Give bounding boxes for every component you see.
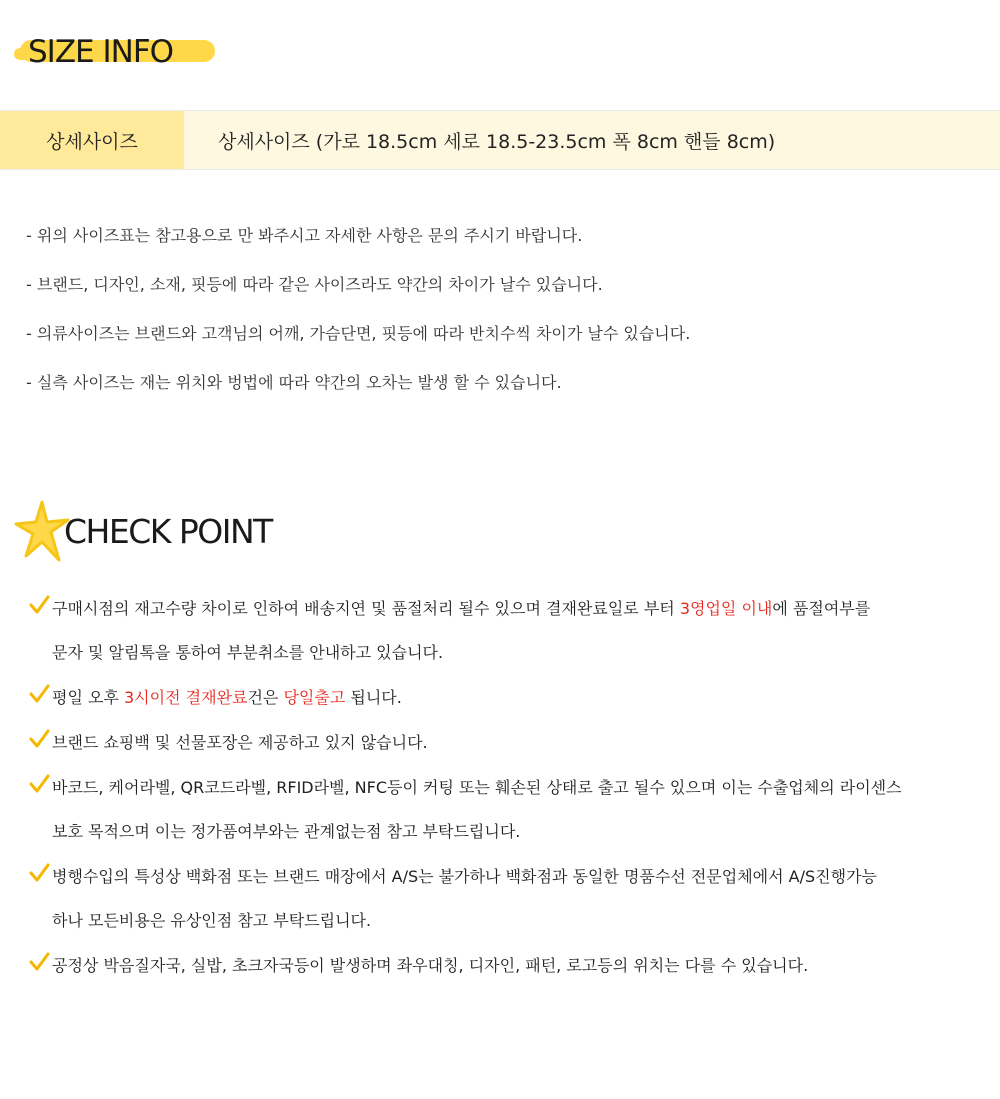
check-icon xyxy=(28,773,50,795)
check-point-heading xyxy=(14,498,314,568)
size-info-title: SIZE INFO xyxy=(28,34,174,70)
check-point-text: 됩니다. xyxy=(345,688,402,707)
check-point-item xyxy=(28,728,988,758)
size-table-value: 상세사이즈 (가로 18.5cm 세로 18.5-23.5cm 폭 8cm 핸들 8cm) xyxy=(218,130,776,153)
check-point-text: 평일 오후 xyxy=(52,688,124,707)
size-info-heading xyxy=(14,32,214,74)
check-point-title: CHECK POINT xyxy=(64,512,272,551)
check-icon xyxy=(28,728,50,750)
check-point-line xyxy=(52,594,988,624)
check-point-line: 문자 및 알림톡을 통하여 부분취소를 안내하고 있습니다. xyxy=(52,643,444,662)
size-notes xyxy=(26,228,966,424)
highlight-text: 당일출고 xyxy=(283,688,346,707)
note-item: - 위의 사이즈표는 참고용으로 만 봐주시고 자세한 사항은 문의 주시기 바랍니다. xyxy=(26,226,583,245)
highlight-text: 3시이전 결재완료 xyxy=(124,688,248,707)
check-point-list xyxy=(28,594,988,996)
check-point-item xyxy=(28,773,988,847)
size-table-row xyxy=(0,110,1000,170)
check-point-line: 하나 모든비용은 유상인점 참고 부탁드립니다. xyxy=(52,911,372,930)
check-point-line xyxy=(52,683,988,713)
check-point-text: 에 품절여부를 xyxy=(772,599,871,618)
check-point-item xyxy=(28,951,988,981)
check-point-line: 보호 목적으며 이는 정가품여부와는 관계없는점 참고 부탁드립니다. xyxy=(52,822,521,841)
note-item: - 실측 사이즈는 재는 위치와 벙법에 따라 약간의 오차는 발생 할 수 있습니다. xyxy=(26,373,562,392)
check-icon xyxy=(28,683,50,705)
check-point-item xyxy=(28,683,988,713)
size-table-label: 상세사이즈 xyxy=(0,111,184,169)
check-point-text: 건은 xyxy=(247,688,284,707)
check-icon xyxy=(28,951,50,973)
check-point-item xyxy=(28,862,988,936)
check-point-line: 브랜드 쇼핑백 및 선물포장은 제공하고 있지 않습니다. xyxy=(52,733,428,752)
check-point-line: 바코드, 케어라벨, QR코드라벨, RFID라벨, NFC등이 커팅 또는 훼손된 상태로 출고 될수 있으며 이는 수출업체의 라이센스 xyxy=(52,778,902,797)
check-point-line: 공정상 박음질자국, 실밥, 초크자국등이 발생하며 좌우대칭, 디자인, 패턴, 로고등의 위치는 다를 수 있습니다. xyxy=(52,956,809,975)
highlight-text: 3영업일 이내 xyxy=(679,599,773,618)
check-point-item xyxy=(28,594,988,668)
check-icon xyxy=(28,862,50,884)
check-point-text: 구매시점의 재고수량 차이로 인하여 배송지연 및 품절처리 될수 있으며 결재완료일로 부터 xyxy=(52,599,680,618)
note-item: - 의류사이즈는 브랜드와 고객님의 어깨, 가슴단면, 핏등에 따라 반치수씩 차이가 날수 있습니다. xyxy=(26,324,691,343)
note-item: - 브랜드, 디자인, 소재, 핏등에 따라 같은 사이즈라도 약간의 차이가 날수 있습니다. xyxy=(26,275,603,294)
check-point-line: 병행수입의 특성상 백화점 또는 브랜드 매장에서 A/S는 불가하나 백화점과 동일한 명품수선 전문업체에서 A/S진행가능 xyxy=(52,867,877,886)
check-icon xyxy=(28,594,50,616)
